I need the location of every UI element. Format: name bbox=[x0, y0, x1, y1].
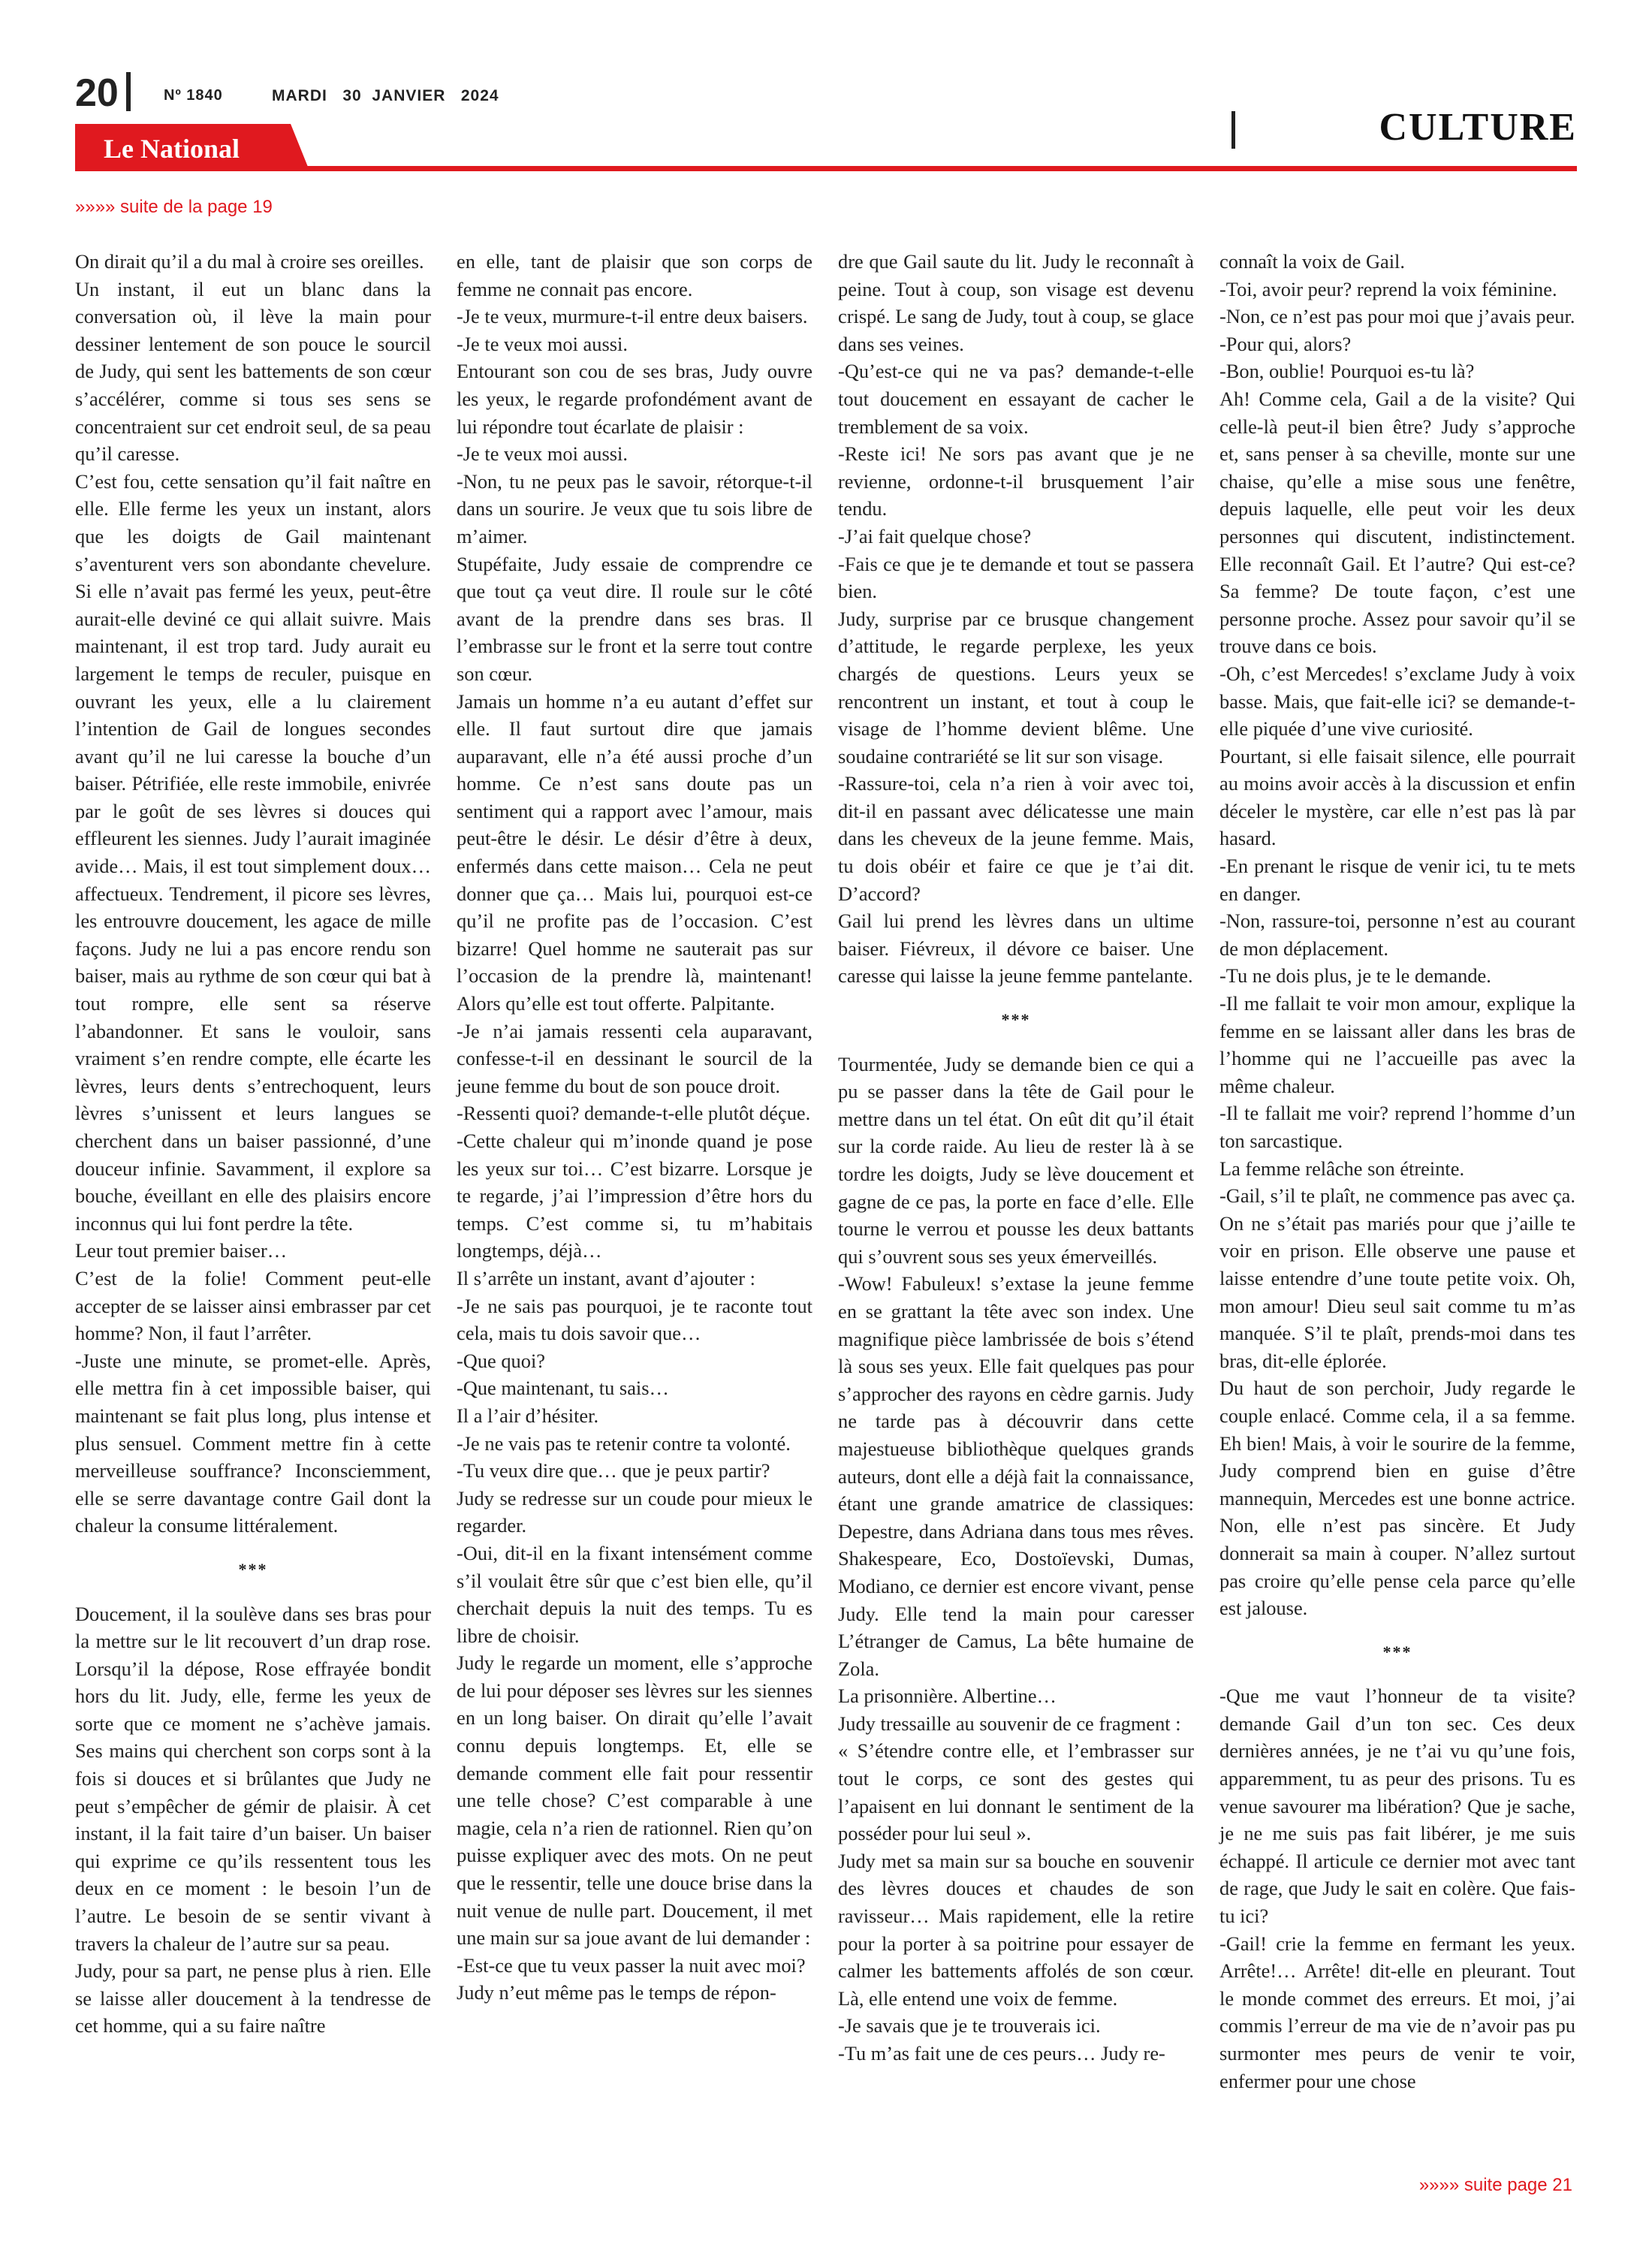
article-paragraph: Leur tout premier baiser… bbox=[75, 1239, 288, 1262]
masthead-logo-text: Le National bbox=[104, 134, 240, 164]
article-paragraph: -Je ne vais pas te retenir contre ta volonté. bbox=[457, 1431, 791, 1455]
article-paragraph: -Je te veux moi aussi. bbox=[457, 332, 628, 355]
article-column-2 bbox=[457, 248, 812, 2007]
article-paragraph: Tourmentée, Judy se demande bien ce qui a pu se passer dans la tête de Gail pour le mettre dans un tel état. On eût dit qu’il était sur la corde raide. Au lieu de rester là à se tordre les doigts, Judy se lève doucement et gagne de ce pas, la porte en face d’elle. Elle tourne le verrou et pousse les deux battants qui s’ouvrent sous ses yeux émerveillés. bbox=[838, 1052, 1194, 1268]
article-paragraph: -Non, tu ne peux pas le savoir, rétorque-t-il dans un sourire. Je veux que tu sois libre de m’aimer. bbox=[457, 469, 812, 547]
article-paragraph: Jamais un homme n’a eu autant d’effet sur elle. Il faut surtout dire que jamais auparavant, elle n’a été aussi proche d’un homme. Ce n’est sans doute pas un sentiment qui a rapport avec l’amour, mais peut-être le désir. Le désir d’être à deux, enfermés dans cette maison… Cela ne peut donner que ça… Mais lui, pourquoi est-ce qu’il ne profite pas de l’occasion. C’est bizarre! Quel homme ne sauterait pas sur l’occasion de la prendre là, maintenant! Alors qu’elle est tout offerte. Palpitante. bbox=[457, 689, 812, 1015]
article-paragraph: -J’ai fait quelque chose? bbox=[838, 524, 1032, 547]
page-header bbox=[75, 66, 1577, 119]
article-paragraph: Entourant son cou de ses bras, Judy ouvre les yeux, le regarde profondément avant de lui répondre tout écarlate de plaisir : bbox=[457, 360, 812, 438]
section-separator: *** bbox=[1382, 1642, 1412, 1661]
article-paragraph: -Pour qui, alors? bbox=[1219, 332, 1352, 355]
article-paragraph: -Oui, dit-il en la fixant intensément comme s’il voulait être sûr que c’est bien elle, qu’il cherchait depuis la nuit des temps. Tu es libre de choisir. bbox=[457, 1541, 812, 1647]
section-separator: *** bbox=[1001, 1010, 1031, 1030]
article-paragraph: -Reste ici! Ne sors pas avant que je ne revienne, ordonne-t-il brusquement l’air tendu. bbox=[838, 442, 1194, 520]
article-paragraph: -Tu veux dire que… que je peux partir? bbox=[457, 1459, 770, 1482]
article-column-3 bbox=[838, 248, 1194, 2068]
article-paragraph: Judy, pour sa part, ne pense plus à rien. Elle se laisse aller doucement à la tendresse de cet homme, qui a su faire naître bbox=[75, 1959, 431, 2037]
article-paragraph: Judy le regarde un moment, elle s’approche de lui pour déposer ses lèvres sur les siennes en un long baiser. On dirait qu’elle l’avait connu depuis longtemps. Et, elle se demande comment elle fait pour ressentir une telle chose? C’est comparable à une magie, cela n’a rien de rationnel. Rien qu’on puisse expliquer avec des mots. On ne peut que le ressentir, telle une douce brise dans la nuit venue de nulle part. Doucement, il met une main sur sa joue avant de lui demander : bbox=[457, 1651, 812, 1950]
article-paragraph: Pourtant, si elle faisait silence, elle pourrait au moins avoir accès à la discussion et enfin déceler le mystère, car elle n’est pas là par hasard. bbox=[1219, 744, 1575, 850]
article-paragraph: Stupéfaite, Judy essaie de comprendre ce que tout ça veut dire. Il roule sur le côté avant de la prendre dans ses bras. Il l’embrasse sur le front et la serre tout contre son cœur. bbox=[457, 552, 812, 685]
article-paragraph: -Est-ce que tu veux passer la nuit avec moi? bbox=[457, 1953, 806, 1977]
article-paragraph: -Ressenti quoi? demande-t-elle plutôt déçue. bbox=[457, 1102, 811, 1125]
article-paragraph: -Qu’est-ce qui ne va pas? demande-t-elle tout doucement en essayant de cacher le tremblement de sa voix. bbox=[838, 360, 1194, 438]
article-paragraph: Il s’arrête un instant, avant d’ajouter : bbox=[457, 1266, 755, 1289]
continued-on[interactable]: »»»» suite page 21 bbox=[1418, 2175, 1572, 2195]
continued-from[interactable]: »»»» suite de la page 19 bbox=[75, 197, 273, 217]
article-paragraph: -Que me vaut l’honneur de ta visite? demande Gail d’un ton sec. Ces deux dernières années, je ne t’ai vu qu’une fois, apparemment, tu as peur des prisons. Tu es venue savourer ma libération? Que je sache, je ne me suis pas fait libérer, je me suis échappé. Il articule ce dernier mot avec tant de rage, que Judy le sait en colère. Que fais-tu ici? bbox=[1219, 1684, 1575, 1928]
article-paragraph: « S’étendre contre elle, et l’embrasser sur tout le corps, ce sont des gestes qui l’apaisent en lui donnant le sentiment de la posséder pour lui seul ». bbox=[838, 1739, 1194, 1845]
article-paragraph: On dirait qu’il a du mal à croire ses oreilles. bbox=[75, 250, 424, 273]
article-paragraph: -Je savais que je te trouverais ici. bbox=[838, 2014, 1101, 2037]
article-paragraph: -Que quoi? bbox=[457, 1349, 545, 1372]
article-paragraph: connaît la voix de Gail. bbox=[1219, 250, 1405, 273]
article-paragraph: -Cette chaleur qui m’inonde quand je pose les yeux sur toi… C’est bizarre. Lorsque je te regarde, j’ai l’impression d’être hors du temps. C’est comme si, tu m’habitais longtemps, déjà… bbox=[457, 1130, 812, 1262]
article-paragraph: -Je ne sais pas pourquoi, je te raconte tout cela, mais tu dois savoir que… bbox=[457, 1294, 812, 1345]
article-paragraph: -Je te veux, murmure-t-il entre deux baisers. bbox=[457, 305, 808, 328]
article-paragraph: -Gail! crie la femme en fermant les yeux. Arrête!… Arrête! dit-elle en pleurant. Tout le monde commet des erreurs. Et moi, j’ai commis l’erreur de ma vie de n’avoir pas pu surmonter mes peurs de venir te voir, enfermer pour une chose bbox=[1219, 1932, 1575, 2092]
article-paragraph: -Non, rassure-toi, personne n’est au courant de mon déplacement. bbox=[1219, 909, 1575, 960]
article-column-4 bbox=[1219, 248, 1575, 2095]
article-paragraph: -En prenant le risque de venir ici, tu te mets en danger. bbox=[1219, 855, 1575, 905]
article-paragraph: La femme relâche son étreinte. bbox=[1219, 1157, 1465, 1180]
article-paragraph: -Rassure-toi, cela n’a rien à voir avec toi, dit-il en passant avec délicatesse une main dans les cheveux de la jeune femme. Mais, tu dois obéir et faire ce que je t’ai dit. D’accord? bbox=[838, 772, 1194, 905]
article-paragraph: -Il me fallait te voir mon amour, explique la femme en se laissant aller dans les bras de l’homme qui ne l’accueille pas avec la même chaleur. bbox=[1219, 992, 1575, 1097]
section-separator: *** bbox=[238, 1559, 268, 1579]
article-paragraph: Gail lui prend les lèvres dans un ultime baiser. Fiévreux, il dévore ce baiser. Une caresse qui laisse la jeune femme pantelante. bbox=[838, 909, 1194, 988]
article-body bbox=[75, 248, 1577, 2170]
article-paragraph: -Juste une minute, se promet-elle. Après, elle mettra fin à cet impossible baiser, qui maintenant se fait plus long, plus intense et plus sensuel. Comment mettre fin à cette merveilleuse souffrance? Inconsciemment, elle se serre davantage contre Gail dont la chaleur la consume littéralement. bbox=[75, 1349, 431, 1537]
article-paragraph: La prisonnière. Albertine… bbox=[838, 1684, 1057, 1708]
article-paragraph: -Que maintenant, tu sais… bbox=[457, 1377, 669, 1400]
article-paragraph: Judy, surprise par ce brusque changement d’attitude, le regarde perplexe, les yeux chargés de questions. Leurs yeux se rencontrent un instant, et tout à coup le visage de l’homme devient blême. Une soudaine contrariété se lit sur son visage. bbox=[838, 607, 1194, 768]
header-rule bbox=[75, 166, 1577, 171]
article-paragraph: C’est de la folie! Comment peut-elle accepter de se laisser ainsi embrasser par cet homme? Non, il faut l’arrêter. bbox=[75, 1266, 431, 1345]
header-divider bbox=[126, 72, 131, 111]
article-paragraph: Judy tressaille au souvenir de ce fragment : bbox=[838, 1712, 1181, 1735]
article-paragraph: dre que Gail saute du lit. Judy le reconnaît à peine. Tout à coup, son visage est devenu crispé. Le sang de Judy, tout à coup, se glace dans ses veines. bbox=[838, 250, 1194, 355]
article-paragraph: -Tu m’as fait une de ces peurs… Judy re- bbox=[838, 2042, 1165, 2064]
section-divider bbox=[1231, 111, 1235, 149]
article-paragraph: Doucement, il la soulève dans ses bras pour la mettre sur le lit recouvert d’un drap rose. Lorsqu’il la dépose, Rose effrayée bondit hors du lit. Judy, elle, ferme les yeux de sorte que ce moment ne s’achève jamais. Ses mains qui cherchent son corps sont à la fois si douces et si brûlantes que Judy ne peut s’empêcher de gémir de plaisir. À cet instant, il la fait taire d’un baiser. Un baiser qui exprime ce qu’ils ressentent tous les deux en ce moment : le besoin l’un de l’autre. Le besoin de se sentir vivant à travers la chaleur de l’autre sur sa peau. bbox=[75, 1602, 431, 1955]
article-paragraph: -Toi, avoir peur? reprend la voix féminine. bbox=[1219, 277, 1557, 300]
article-paragraph: Un instant, il eut un blanc dans la conversation où, il lève la main pour dessiner lentement de son pouce le sourcil de Judy, qui sent les battements de son cœur s’accélérer, comme si tous ses sens se concentraient sur cet endroit seul, de sa peau qu’il caresse. bbox=[75, 277, 431, 466]
article-paragraph: Judy n’eut même pas le temps de répon- bbox=[457, 1981, 776, 2004]
article-paragraph: -Il te fallait me voir? reprend l’homme d’un ton sarcastique. bbox=[1219, 1102, 1575, 1152]
article-paragraph: Il a l’air d’hésiter. bbox=[457, 1404, 599, 1427]
article-paragraph: -Wow! Fabuleux! s’extase la jeune femme en se grattant la tête avec son index. Une magnifique pièce lambrissée de bois s’étend là sous ses yeux. Elle fait quelques pas pour s’approcher des rayons en cèdre garnis. Judy ne tarde pas à découvrir dans cette majestueuse bibliothèque quelques grands auteurs, dont elle a déjà fait la connaissance, étant une grande amatrice de classiques: Depestre, dans Adriana dans tous mes rêves. Shakespeare, Eco, Dostoïevski, Dumas, Modiano, ce dernier est encore vivant, pense Judy. Elle tend la main pour caresser L’étranger de Camus, La bête humaine de Zola. bbox=[838, 1272, 1194, 1680]
article-paragraph: Du haut de son perchoir, Judy regarde le couple enlacé. Comme cela, il a sa femme. Eh bien! Mais, à voir le sourire de la femme, Judy comprend bien en guise d’être mannequin, Mercedes est une bonne actrice. Non, elle n’est pas sincère. Et Judy donnerait sa main à couper. N’allez surtout pas croire qu’elle pense cela parce qu’elle est jalouse. bbox=[1219, 1377, 1575, 1620]
issue-number: Nº 1840 bbox=[164, 87, 223, 104]
article-paragraph: en elle, tant de plaisir que son corps de femme ne connait pas encore. bbox=[457, 250, 812, 300]
section-title: CULTURE bbox=[1379, 106, 1577, 149]
article-paragraph: Judy se redresse sur un coude pour mieux le regarder. bbox=[457, 1486, 812, 1537]
issue-date: MARDI 30 JANVIER 2024 bbox=[272, 87, 499, 104]
article-paragraph: Judy met sa main sur sa bouche en souvenir des lèvres douces et chaudes de son ravisseur… Mais rapidement, elle la retire pour la porter à sa poitrine pour essayer de calmer les battements affolés de son cœur. Là, elle entend une voix de femme. bbox=[838, 1849, 1194, 2010]
article-paragraph: -Je te veux moi aussi. bbox=[457, 442, 628, 466]
article-paragraph: -Je n’ai jamais ressenti cela auparavant, confesse-t-il en dessinant le sourcil de la jeune femme du bout de son pouce droit. bbox=[457, 1019, 812, 1097]
article-paragraph: C’est fou, cette sensation qu’il fait naître en elle. Elle ferme les yeux un instant, alors que les doigts de Gail maintenant s’aventurent vers son abondante chevelure. Si elle n’avait pas fermé les yeux, peut-être aurait-elle deviné ce qui allait suivre. Mais maintenant, il est trop tard. Judy aurait eu largement le temps de reculer, puisque en ouvrant les yeux, elle a lu clairement l’intention de Gail de longues secondes avant qu’il ne lui caresse la bouche d’un baiser. Pétrifiée, elle reste immobile, enivrée par le goût de ses lèvres si douces qui effleurent les siennes. Judy l’aurait imaginée avide… Mais, il est tout simplement doux… affectueux. Tendrement, il picore ses lèvres, les entrouvre doucement, les agace de mille façons. Judy ne lui a pas encore rendu son baiser, mais au rythme de son cœur qui bat à tout rompre, elle sent sa réserve l’abandonner. Et sans le vouloir, sans vraiment s’en rendre compte, elle écarte les lèvres, leurs dents s’entrechoquent, leurs lèvres s’unissent et leurs langues se cherchent dans un baiser passionné, d’une douceur infinie. Savamment, il explore sa bouche, éveillant en elle des plaisirs encore inconnus qui lui font perdre la tête. bbox=[75, 469, 431, 1235]
article-paragraph: Ah! Comme cela, Gail a de la visite? Qui celle-là peut-il bien être? Judy s’approche et, sans penser à sa cheville, monte sur une chaise, qu’elle a mise sous une fenêtre, depuis laquelle, elle peut voir les deux personnes qui discutent, indistinctement. Elle reconnaît Gail. Et l’autre? Qui est-ce? Sa femme? De toute façon, c’est une personne proche. Assez pour savoir qu’il se trouve dans ce bois. bbox=[1219, 387, 1575, 658]
article-paragraph: -Gail, s’il te plaît, ne commence pas avec ça. On ne s’était pas mariés pour que j’aille te voir en prison. Elle observe une pause et laisse entendre d’une toute petite voix. Oh, mon amour! Dieu seul sait comme tu m’as manquée. S’il te plaît, prends-moi dans tes bras, dit-elle éplorée. bbox=[1219, 1184, 1575, 1372]
article-paragraph: -Non, ce n’est pas pour moi que j’avais peur. bbox=[1219, 305, 1575, 328]
article-paragraph: -Bon, oublie! Pourquoi es-tu là? bbox=[1219, 360, 1475, 383]
article-paragraph: -Tu ne dois plus, je te le demande. bbox=[1219, 964, 1491, 988]
article-column-1 bbox=[75, 248, 431, 2040]
article-paragraph: -Oh, c’est Mercedes! s’exclame Judy à voix basse. Mais, que fait-elle ici? se demande-t-elle piquée d’une vive curiosité. bbox=[1219, 662, 1575, 740]
page-number: 20 bbox=[75, 71, 119, 115]
article-paragraph: -Fais ce que je te demande et tout se passera bien. bbox=[838, 552, 1194, 603]
